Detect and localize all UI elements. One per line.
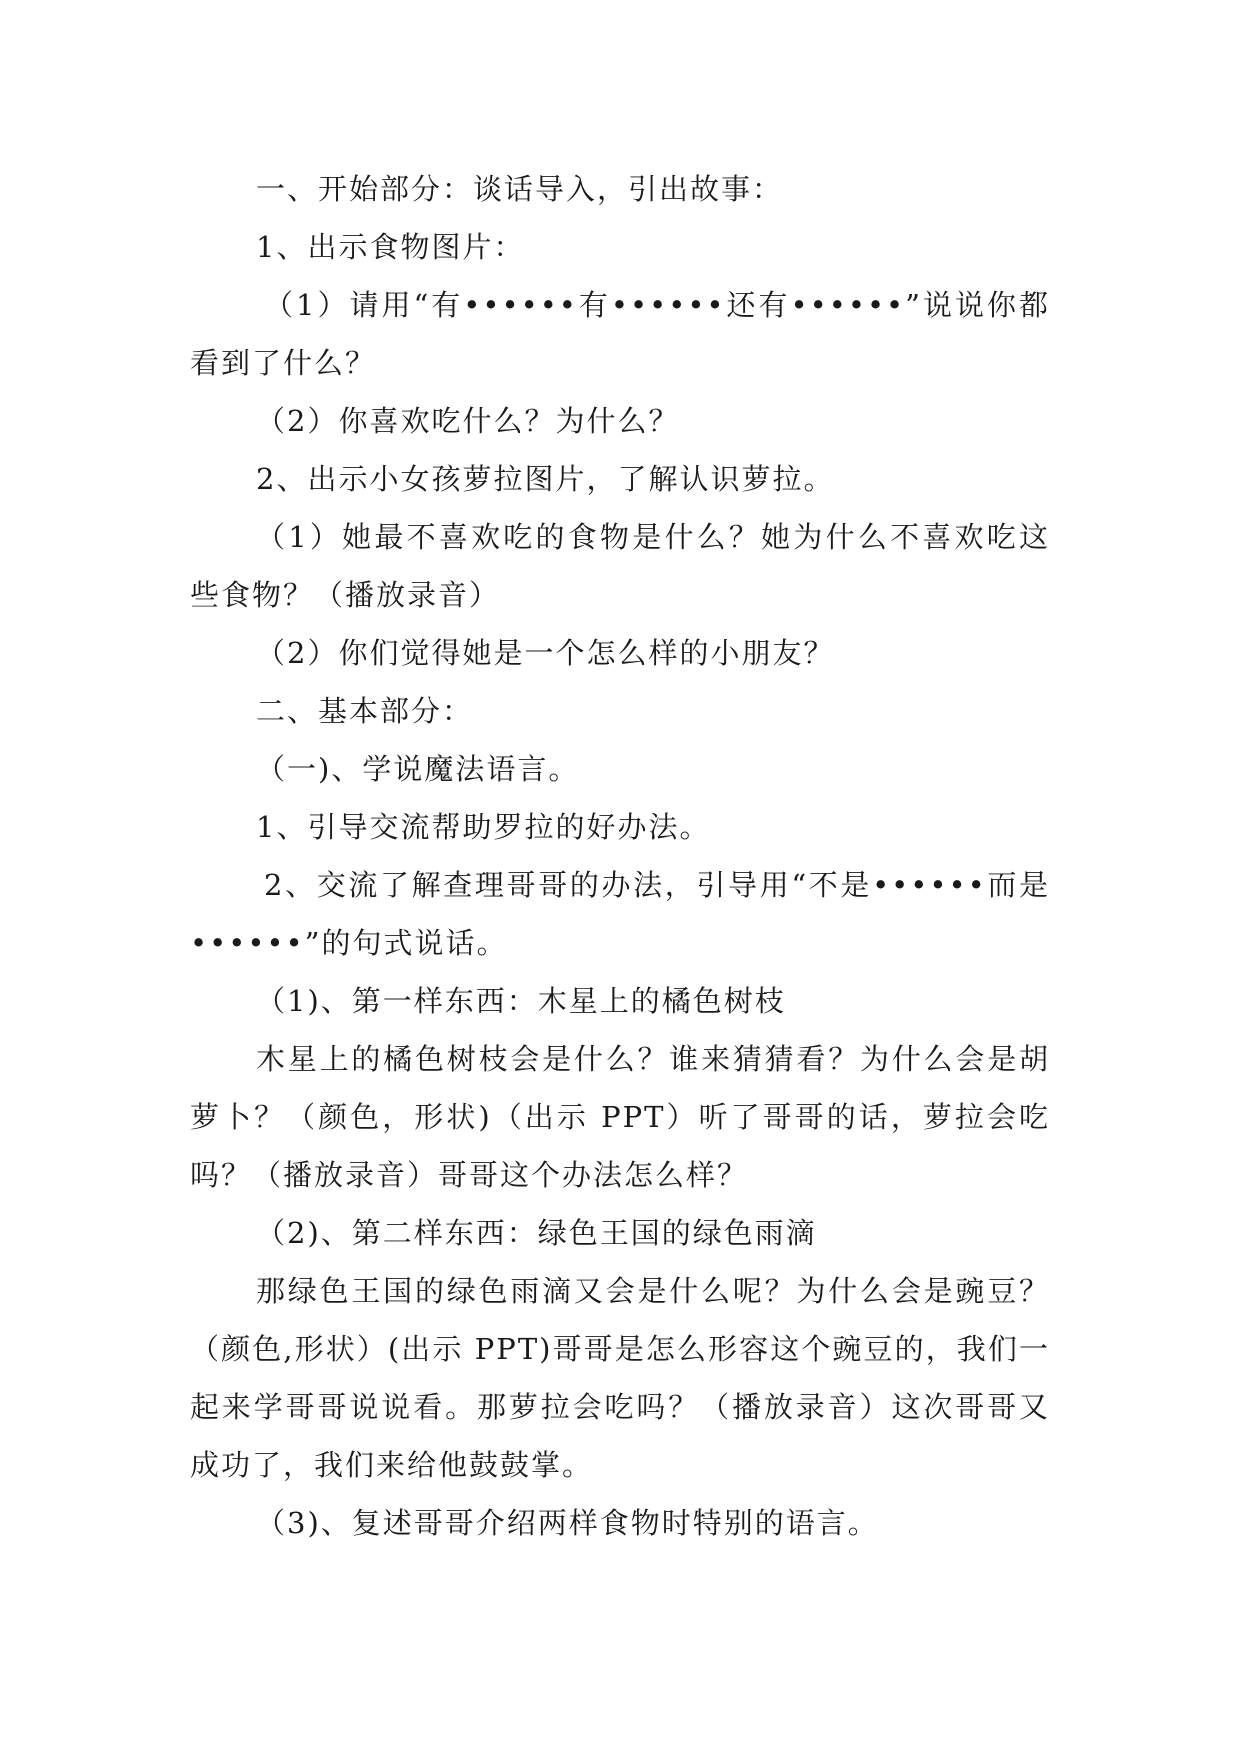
section-heading-basic: 二、基本部分： [256, 694, 474, 728]
question-2-favorite-food: （2）你喜欢吃什么？为什么？ [256, 404, 680, 438]
item-3-retell-language: （3)、复述哥哥介绍两样食物时特别的语言。 [256, 1506, 879, 1540]
paragraph-peas: 那绿色王国的绿色雨滴又会是什么呢？为什么会是豌豆？（颜色,形状）(出示 PPT)哥哥是怎么形容这个豌豆的，我们一起来学哥哥说说看。那萝拉会吃吗？（播放录音）这次哥哥又成功了，我们来给他鼓鼓掌。 [190, 1274, 1050, 1482]
step-charlie-method: 2、交流了解查理哥哥的办法，引导用“不是••••••而是••••••”的句式说话。 [190, 868, 1050, 960]
document-body [190, 160, 1050, 1552]
step-discuss-ways-to-help: 1、引导交流帮助罗拉的好办法。 [256, 810, 711, 844]
subsection-magic-language: （一)、学说魔法语言。 [256, 752, 580, 786]
question-1-least-favorite: （1）她最不喜欢吃的食物是什么？她为什么不喜欢吃这些食物？（播放录音） [190, 520, 1050, 612]
paragraph-carrot: 木星上的橘色树枝会是什么？谁来猜猜看？为什么会是胡萝卜？（颜色，形状)（出示 PPT）听了哥哥的话，萝拉会吃吗？（播放录音）哥哥这个办法怎么样？ [190, 1042, 1050, 1192]
section-heading-opening: 一、开始部分：谈话导入，引出故事： [256, 172, 784, 206]
question-2-what-kind-of-child: （2）你们觉得她是一个怎么样的小朋友？ [256, 636, 835, 670]
item-1-orange-twig: （1)、第一样东西：木星上的橘色树枝 [256, 984, 786, 1018]
step-show-lola-picture: 2、出示小女孩萝拉图片，了解认识萝拉。 [256, 462, 835, 496]
question-1-describe-food: （1）请用“有••••••有••••••还有••••••”说说你都看到了什么？ [190, 288, 1050, 380]
step-show-food-pictures: 1、出示食物图片： [256, 230, 525, 264]
item-2-green-raindrop: （2)、第二样东西：绿色王国的绿色雨滴 [256, 1216, 817, 1250]
